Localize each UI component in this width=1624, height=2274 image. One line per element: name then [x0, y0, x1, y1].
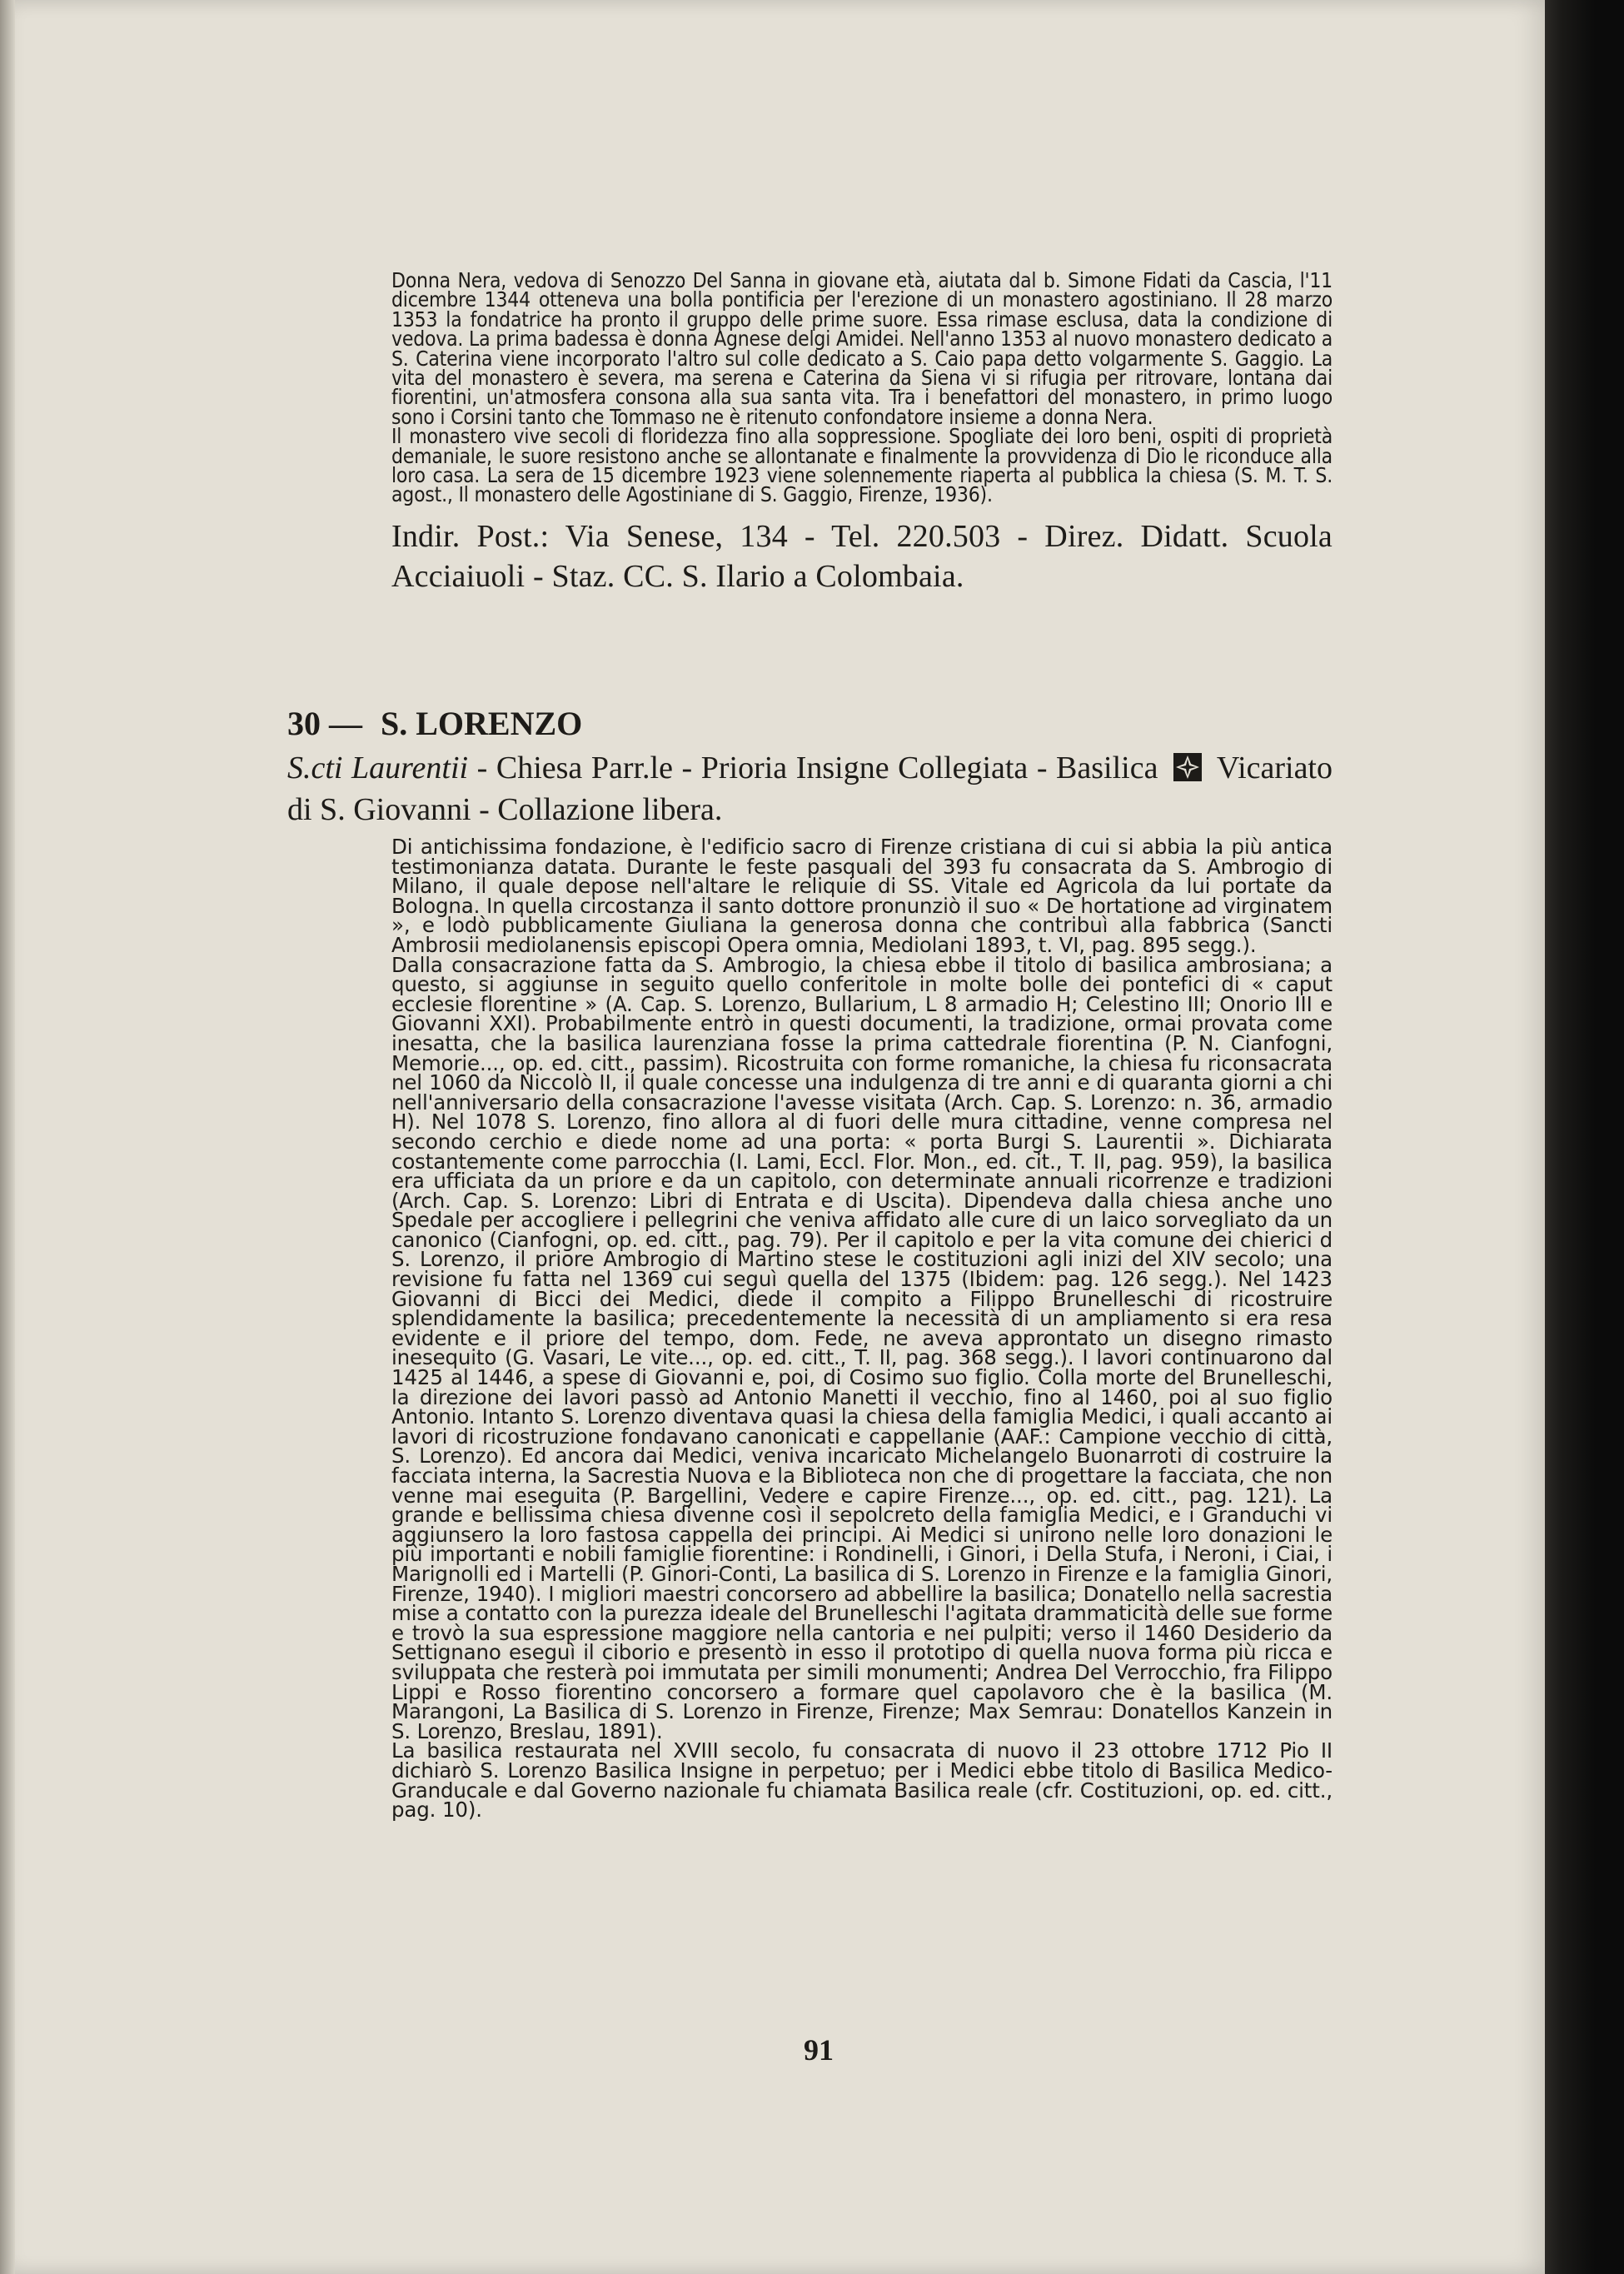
section-title: S. LORENZO	[381, 705, 583, 742]
page-edge-shadow	[1545, 0, 1624, 2274]
page-spine-shadow	[0, 0, 15, 2274]
subtitle-part-1: - Chiesa Parr.le - Prioria Insigne Collegiata - Basilica	[476, 751, 1158, 785]
subtitle-part-2: Vicariato di S. Giovanni - Collazione libera.	[287, 751, 1333, 827]
page-number: 91	[804, 2033, 834, 2067]
cross-pattee-icon	[1173, 752, 1202, 790]
address-line: Indir. Post.: Via Senese, 134 - Tel. 220.503 - Direz. Didatt. Scuola Acciaiuoli - Staz. CC. S. Ilario a Colombaia.	[391, 518, 1333, 594]
intro-block	[391, 268, 1333, 596]
section-body	[391, 835, 1333, 1823]
section-s-lorenzo	[287, 704, 1333, 1823]
intro-paragraph-2: Il monastero vive secoli di floridezza fino alla soppressione. Spogliate dei loro beni, ospiti di proprietà demaniale, le suore resistono anche se allontanate e finalmente la provvidenza di Dio le riconduce alla loro casa. La sera de 15 dicembre 1923 viene solennemente riaperta al pubblica la chiesa (S. M. T. S. agost., Il monastero delle Agostiniane di S. Gaggio, Firenze, 1936).	[391, 424, 1333, 507]
body-paragraph-1: Di antichissima fondazione, è l'edificio sacro di Firenze cristiana di cui si abbia la più antica testimonianza datata. Durante le feste pasquali del 393 fu consacrata da S. Ambrogio di Milano, il quale depose nell'altare le reliquie di SS. Vitale ed Agricola da lui portate da Bologna. In quella circostanza il santo dottore pronunziò il suo « De hortatione ad virginatem », e lodò pubblicamente Giuliana la generosa donna che contribuì alla fabbrica (Sancti Ambrosii mediolanensis episcopi Opera omnia, Mediolani 1893, t. VI, pag. 895 segg.).	[391, 835, 1333, 957]
section-heading	[287, 704, 1333, 744]
body-paragraph-2: Dalla consacrazione fatta da S. Ambrogio, la chiesa ebbe il titolo di basilica ambrosiana; a questo, si aggiunse in seguito quello conferitole in molte bolle dei pontefici di « caput ecclesie florentine » (A. Cap. S. Lorenzo, Bullarium, L 8 armadio H; Celestino III; Onorio III e Giovanni XXI). Probabilmente entrò in questi documenti, la tradizione, ormai provata come inesatta, che la basilica laurenziana fosse la prima cattedrale fiorentina (P. N. Cianfogni, Memorie..., op. ed. citt., passim). Ricostruita con forme romaniche, la chiesa fu riconsacrata nel 1060 da Niccolò II, il quale concesse una indulgenza di tre anni e di quaranta giorni a chi nell'anniversario della consacrazione l'avesse visitata (Arch. Cap. S. Lorenzo: n. 36, armadio H). Nel 1078 S. Lorenzo, fino allora al di fuori delle mura cittadine, venne compresa nel secondo cerchio e diede nome ad una porta: « porta Burgi S. Laurentii ». Dichiarata costantemente come parrocchia (I. Lami, Eccl. Flor. Mon., ed. cit., T. II, pag. 959), la basilica era ufficiata da un priore e da un capitolo, con determinate annuali ricorrenze e tradizioni (Arch. Cap. S. Lorenzo: Libri di Entrata e di Uscita). Dipendeva dalla chiesa anche uno Spedale per accogliere i pellegrini che veniva affidato alle cure di un laico sorvegliato da un canonico (Cianfogni, op. ed. citt., pag. 79). Per il capitolo e per la vita comune dei chierici d S. Lorenzo, il priore Ambrogio di Martino stese le costituzioni agli inizi del XIV secolo; una revisione fu fatta nel 1369 cui seguì quella del 1375 (Ibidem: pag. 126 segg.). Nel 1423 Giovanni di Bicci dei Medici, diede il compito a Filippo Brunelleschi di ricostruire splendidamente la basilica; precedentemente la necessità di un ampliamento si era resa evidente e il priore del tempo, dom. Fede, ne aveva approntato un disegno rimasto inesequito (G. Vasari, Le vite..., op. ed. citt., T. II, pag. 368 segg.). I lavori continuarono dal 1425 al 1446, a spese di Giovanni e, poi, di Cosimo suo figlio. Colla morte del Brunelleschi, la direzione dei lavori passò ad Antonio Manetti il vecchio, fino al 1460, poi al suo figlio Antonio. Intanto S. Lorenzo diventava quasi la chiesa della famiglia Medici, i quali accanto ai lavori di ricostruzione fondavano canonicati e cappellanie (AAF.: Campione vecchio di città, S. Lorenzo). Ed ancora dai Medici, veniva incaricato Michelangelo Buonarroti di costruire la facciata interna, la Sacrestia Nuova e la Biblioteca non che di progettare la facciata, che non venne mai eseguita (P. Bargellini, Vedere e capire Firenze..., op. ed. citt., pag. 121). La grande e bellissima chiesa divenne così il sepolcreto della famiglia Medici, e i Granduchi vi aggiunsero la loro fastosa cappella dei principi. Ai Medici si unirono nelle loro donazioni le più importanti e nobili famiglie fiorentine: i Rondinelli, i Ginori, i Della Stufa, i Neroni, i Ciai, i Marignolli ed i Martelli (P. Ginori-Conti, La basilica di S. Lorenzo in Firenze e la famiglia Ginori, Firenze, 1940). I migliori maestri concorsero ad abbellire la basilica; Donatello nella sacrestia mise a contatto con la purezza ideale del Brunelleschi l'agitata drammaticità delle sue forme e trovò la sua espressione maggiore nella cantoria e nei pulpiti; verso il 1460 Desiderio da Settignano eseguì il ciborio e presentò in esso il prototipo di quella nuova forma più ricca e sviluppata che resterà poi immutata per simili monumenti; Andrea Del Verrocchio, fra Filippo Lippi e Rosso fiorentino concorsero a formare quel capolavoro che è la basilica (M. Marangoni, La Basilica di S. Lorenzo in Firenze, Firenze; Max Semrau: Donatellos Kanzein in S. Lorenzo, Breslau, 1891).	[391, 952, 1333, 1743]
intro-paragraph-1: Donna Nera, vedova di Senozzo Del Sanna in giovane età, aiutata dal b. Simone Fidati da Cascia, l'11 dicembre 1344 otteneva una bolla pontificia per l'erezione di un monastero agostiniano. Il 28 marzo 1353 la fondatrice ha pronto il gruppo delle prime suore. Essa rimase esclusa, data la condizione di vedova. La prima badessa è donna Agnese delgi Amidei. Nell'anno 1353 al nuovo monastero dedicato a S. Caterina viene incorporato l'altro sul colle dedicato a S. Caio papa detto volgarmente S. Gaggio. La vita del monastero è severa, ma serena e Caterina da Siena vi si rifugia per ritrovare, lontana dai fiorentini, un'atmosfera consona alla sua santa vita. Tra i benefattori del monastero, in primo luogo sono i Corsini tanto che Tommaso ne è ritenuto confondatore insieme a donna Nera.	[391, 268, 1333, 429]
section-number: 30 —	[287, 705, 362, 742]
body-paragraph-3: La basilica restaurata nel XVIII secolo, fu consacrata di nuovo il 23 ottobre 1712 Pio II dichiarò S. Lorenzo Basilica Insigne in perpetuo; per i Medici ebbe titolo di Basilica Medico-Granducale e dal Governo nazionale fu chiamata Basilica reale (cfr. Costituzioni, op. ed. citt., pag. 10).	[391, 1738, 1333, 1823]
section-subtitle	[287, 749, 1333, 829]
latin-name: S.cti Laurentii	[287, 751, 469, 785]
